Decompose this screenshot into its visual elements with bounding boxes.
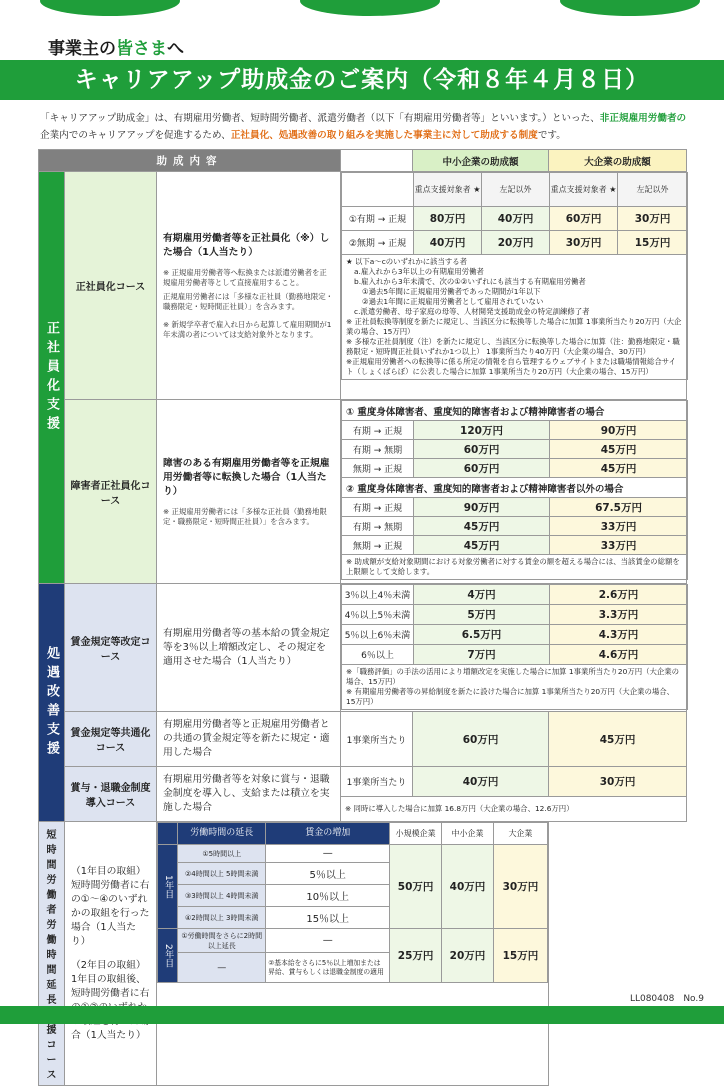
note: b.雇入れから3年未満で、次の①②いずれにも該当する有期雇用労働者 xyxy=(354,277,586,286)
wage-cell: — xyxy=(266,845,390,863)
note: ①過去5年間に正規雇用労働者であった期間が1年以下 xyxy=(362,287,541,296)
col-other: 左記以外 xyxy=(482,173,550,207)
amount: 60万円 xyxy=(414,459,550,478)
course-shoyo: 賞与・退職金制度導入コース xyxy=(65,767,157,822)
heading-pre: 事業主の xyxy=(48,39,116,59)
amount: 3.3万円 xyxy=(550,605,688,625)
seishain-notes xyxy=(342,255,688,380)
course-desc xyxy=(65,822,157,1086)
amount: 25万円 xyxy=(390,929,442,983)
desc-text: 障害のある有期雇用労働者等を正規雇用労働者等に転換した場合（1人当たり） xyxy=(163,457,330,497)
amount: 40万円 xyxy=(482,207,550,231)
blank-cell xyxy=(341,150,413,172)
wave-shape xyxy=(560,0,700,16)
course-desc xyxy=(157,712,341,767)
note: ★ 以下a～cのいずれかに該当する者 xyxy=(346,257,468,266)
desc-text: 有期雇用労働者等の基本給の賃金規定等を3％以上増額改定し、その規定を適用させた場合（1人当たり） xyxy=(163,627,330,667)
row-label: 6％以上 xyxy=(342,645,414,665)
intro-highlight: 非正規雇用労働者の xyxy=(599,113,687,124)
amount: 4万円 xyxy=(414,585,550,605)
course-desc xyxy=(157,172,341,400)
amount: 40万円 xyxy=(442,845,494,929)
col-extend: 労働時間の延長 xyxy=(178,823,266,845)
course-chingin: 賃金規定等改定コース xyxy=(65,584,157,712)
amount: 2.6万円 xyxy=(550,585,688,605)
amount: 15万円 xyxy=(618,231,688,255)
extend-cell: ②4時間以上 5時間未満 xyxy=(178,863,266,885)
year1-label: 1年目 xyxy=(158,845,178,929)
amount: 45万円 xyxy=(550,459,688,478)
amount: 45万円 xyxy=(414,517,550,536)
col-micro: 小規模企業 xyxy=(390,823,442,845)
amount: 60万円 xyxy=(550,207,618,231)
col-small: 中小企業 xyxy=(442,823,494,845)
row-label: 有期 → 正規 xyxy=(342,498,414,517)
note: ※ 多様な正社員制度（注）を新たに規定し、当該区分に転換等した場合に加算（注：勤務地限定・職務限定・短時間正社員いずれか1つ以上） 1事業所当たり40万円（大企業の場合、30万円） xyxy=(346,337,680,356)
note: c.派遣労働者、母子家庭の母等、人材開発支援助成金の特定訓練修了者 xyxy=(354,307,590,316)
amount: 60万円 xyxy=(413,712,549,767)
course-shogai: 障害者正社員化コース xyxy=(65,400,157,584)
tanjikan-amounts xyxy=(157,822,549,1086)
desc-text: （2年目の取組）1年目の取組後、短時間労働者に右 合（1人当たり） xyxy=(71,959,150,1041)
note: ※ 正規雇用労働者には「多様な正社員（勤務地限定・職務限定・短時間正社員）」を含みます。 xyxy=(163,506,327,526)
col-priority: 重点支援対象者 ★ xyxy=(414,173,482,207)
intro-text: です。 xyxy=(537,130,566,141)
audience-heading xyxy=(48,34,184,59)
row-label: 有期 → 正規 xyxy=(342,421,414,440)
amount: 80万円 xyxy=(414,207,482,231)
col-priority: 重点支援対象者 ★ xyxy=(550,173,618,207)
group-label-shogu: 処遇改善支援 xyxy=(39,584,65,822)
wage-cell: 15％以上 xyxy=(266,907,390,929)
row-label: 無期 → 正規 xyxy=(342,459,414,478)
course-kyotsu: 賃金規定等共通化コース xyxy=(65,712,157,767)
note: 正規雇用労働者には「多様な正社員（勤務地限定・職務限定・短時間正社員）」を含みます。 xyxy=(163,291,333,311)
course-seishain: 正社員化コース xyxy=(65,172,157,400)
note: a.雇入れから3年以上の有期雇用労働者 xyxy=(354,267,484,276)
intro-text: 企業内でのキャリアアップを促進するため、 xyxy=(40,130,231,141)
chingin-amounts xyxy=(341,584,687,712)
note: ※ 新規学卒者で雇入れ日から起算して雇用期間が1年未満の者については支給対象外となります。 xyxy=(163,319,332,339)
extend-cell: ③3時間以上 4時間未満 xyxy=(178,885,266,907)
amount: 45万円 xyxy=(414,536,550,555)
row-label: 5％以上6％未満 xyxy=(342,625,414,645)
row-label: 無期 → 正規 xyxy=(342,536,414,555)
amount: 45万円 xyxy=(550,440,688,459)
desc-text: 有期雇用労働者等と正規雇用労働者との共通の賃金規定等を新たに規定・適用した場合 xyxy=(163,719,330,758)
amount: 4.3万円 xyxy=(550,625,688,645)
amount: 30万円 xyxy=(550,231,618,255)
heading-accent: 皆さま xyxy=(116,39,167,59)
amount: 20万円 xyxy=(442,929,494,983)
shogai-amounts xyxy=(341,400,687,584)
footnote: ※ 助成額が支給対象期間における対象労働者に対する賃金の額を超える場合には、当該賃金の総額を上限額として支給します。 xyxy=(342,555,688,580)
amount: 90万円 xyxy=(550,421,688,440)
amount: 7万円 xyxy=(414,645,550,665)
amount: 20万円 xyxy=(482,231,550,255)
bottom-bar xyxy=(0,1006,724,1024)
amount: 60万円 xyxy=(414,440,550,459)
extend-cell: — xyxy=(178,953,266,983)
wave-shape xyxy=(40,0,180,16)
note: ※ 有期雇用労働者等の昇給制度を新たに設けた場合に加算 1事業所当たり20万円（大企業の場合、15万円） xyxy=(346,687,675,706)
course-desc xyxy=(157,400,341,584)
amount: 120万円 xyxy=(414,421,550,440)
note: ※「職務評価」の手法の活用により増額改定を実施した場合に加算 1事業所当たり20万円（大企業の場合、15万円） xyxy=(346,667,680,686)
amount: 15万円 xyxy=(493,929,547,983)
subsidy-table xyxy=(38,149,687,1086)
row-label: 有期 → 無期 xyxy=(342,440,414,459)
extend-cell: ④2時間以上 3時間未満 xyxy=(178,907,266,929)
amount: 30万円 xyxy=(618,207,688,231)
desc-text: 有期雇用労働者等を正社員化（※）した場合（1人当たり） xyxy=(163,232,330,258)
year2-label: 2年目 xyxy=(158,929,178,983)
chingin-notes xyxy=(342,665,688,710)
wage-cell: — xyxy=(266,929,390,953)
amount: 90万円 xyxy=(414,498,550,517)
note: ※ 正規雇用労働者等へ転換または派遣労働者を正規雇用労働者等として直接雇用すること。 xyxy=(163,267,327,287)
intro-paragraph xyxy=(40,110,690,144)
desc-text: （1年目の取組）短時間労働者に右の①～④のいずれかの取組を行った場合（1人当たり） xyxy=(71,865,150,947)
blank-cell xyxy=(158,823,178,845)
amount: 67.5万円 xyxy=(550,498,688,517)
amount: 4.6万円 xyxy=(550,645,688,665)
row-label: ①有期 → 正規 xyxy=(342,207,414,231)
seishain-amounts xyxy=(341,172,687,400)
wave-shape xyxy=(300,0,440,16)
page-title: キャリアアップ助成金のご案内（令和８年４月８日） xyxy=(0,60,724,100)
row-label: 3％以上4％未満 xyxy=(342,585,414,605)
amount: 33万円 xyxy=(550,536,688,555)
amount: 45万円 xyxy=(549,712,687,767)
small-company-header: 中小企業の助成額 xyxy=(413,150,549,172)
section-title: ② 重度身体障害者、重度知的障害者および精神障害者以外の場合 xyxy=(342,478,688,498)
amount: 50万円 xyxy=(390,845,442,929)
document-code: LL080408 No.9 xyxy=(629,994,704,1004)
amount: 5万円 xyxy=(414,605,550,625)
note: ※正規雇用労働者への転換等に係る所定の情報を自ら管理するウェブサイトまたは職場情報総合サイト（しょくばらぼ）に公表した場合に加算 1事業所当たり20万円（大企業の場合、15万円） xyxy=(346,357,677,376)
wage-cell: 5％以上 xyxy=(266,863,390,885)
note: ②過去1年間に正規雇用労働者として雇用されていない xyxy=(362,297,544,306)
intro-emphasis: 正社員化、処遇改善の取り組みを実施した事業主に対して助成する制度 xyxy=(230,130,538,141)
course-tanjikan: 短時間労働者労働時間延長 援コース xyxy=(39,822,65,1086)
note: ※ 正社員転換等制度を新たに規定し、当該区分に転換等した場合に加算 1事業所当たり20万円（大企業の場合、15万円） xyxy=(346,317,682,336)
amount: 40万円 xyxy=(414,231,482,255)
row-label: 1事業所当たり xyxy=(341,767,413,797)
amount: 30万円 xyxy=(493,845,547,929)
heading-post: へ xyxy=(167,39,184,59)
col-other: 左記以外 xyxy=(618,173,688,207)
wage-cell: 10％以上 xyxy=(266,885,390,907)
course-desc xyxy=(157,584,341,712)
top-decoration xyxy=(0,0,724,28)
row-label: 1事業所当たり xyxy=(341,712,413,767)
amount: 6.5万円 xyxy=(414,625,550,645)
col-wage: 賃金の増加 xyxy=(266,823,390,845)
intro-text: 「キャリアアップ助成金」は、有期雇用労働者、短時間労働者、派遣労働者（以下「有期雇用労働者等」といいます。）といった、 xyxy=(40,113,600,124)
content-header: 助成内容 xyxy=(39,150,341,172)
group-label-seishain: 正社員化支援 xyxy=(39,172,65,584)
large-company-header: 大企業の助成額 xyxy=(549,150,687,172)
row-label: ②無期 → 正規 xyxy=(342,231,414,255)
amount: 30万円 xyxy=(549,767,687,797)
blank-cell xyxy=(342,173,414,207)
amount: 40万円 xyxy=(413,767,549,797)
course-desc xyxy=(157,767,341,822)
extend-cell: ①5時間以上 xyxy=(178,845,266,863)
note: ※ 同時に導入した場合に加算 16.8万円（大企業の場合、12.6万円） xyxy=(341,797,687,822)
row-label: 4％以上5％未満 xyxy=(342,605,414,625)
desc-text: 有期雇用労働者等を対象に賞与・退職金制度を導入し、支給または積立を実施した場合 xyxy=(163,774,330,813)
row-label: 有期 → 無期 xyxy=(342,517,414,536)
section-title: ① 重度身体障害者、重度知的障害者および精神障害者の場合 xyxy=(342,401,688,421)
extend-cell: ①労働時間をさらに2時間以上延長 xyxy=(178,929,266,953)
amount: 33万円 xyxy=(550,517,688,536)
col-large: 大企業 xyxy=(493,823,547,845)
wage-cell: ②基本給をさらに5％以上増加または昇給、賞与もしくは退職金制度の適用 xyxy=(266,953,390,983)
